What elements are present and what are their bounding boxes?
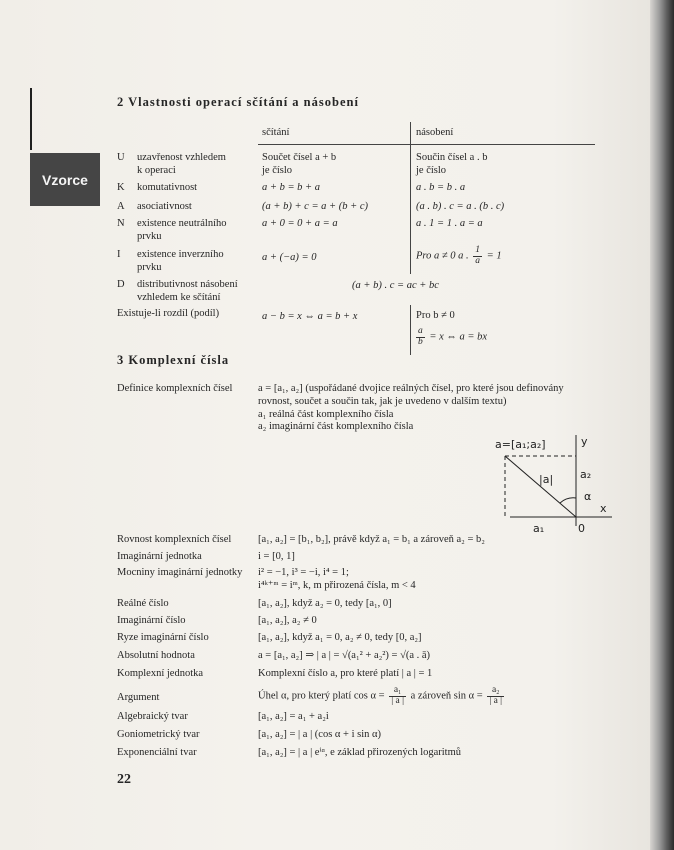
row-letter: K — [117, 182, 125, 193]
term-definition: [a₁, a₂] = a₁ + a₂i — [258, 711, 329, 722]
multiplication-cell: a . 1 = 1 . a = a — [416, 218, 483, 229]
row-label: prvku — [137, 231, 162, 242]
multiplication-cell: a . b = b . a — [416, 182, 466, 193]
term-label: Exponenciální tvar — [117, 747, 197, 758]
cos-fraction — [389, 686, 406, 706]
term-definition: [a₁, a₂], když a₂ = 0, tedy [a₁, 0] — [258, 598, 392, 609]
addition-cell: (a + b) + c = a + (b + c) — [262, 201, 368, 212]
fraction-denominator: | a | — [489, 695, 503, 706]
term-definition: [a₁, a₂], a₂ ≠ 0 — [258, 615, 317, 626]
definition-label: Definice komplexních čísel — [117, 383, 233, 394]
term-label: Mocniny imaginární jednotky — [117, 567, 243, 578]
term-definition: [a₁, a₂] = | a | (cos α + i sin α) — [258, 729, 382, 740]
vzorce-tab: Vzorce — [30, 153, 100, 206]
definition-text: rovnost, součet a součin tak, jak je uvedeno v dalším textu) — [258, 396, 507, 407]
row-letter: I — [117, 249, 121, 260]
term-definition: [a₁, a₂] = [b₁, b₂], právě když a₁ = b₁ a zároveň a₂ = b₂ — [258, 534, 485, 545]
row-label: vzhledem ke sčítání — [137, 292, 221, 303]
term-label: Ryze imaginární číslo — [117, 632, 209, 643]
argument-text: a zároveň sin α = — [407, 690, 486, 702]
term-definition: a = [a₁, a₂] ⇒ | a | = √(a₁² + a₂²) = √(a . ā) — [258, 650, 431, 661]
modulus-label: |a| — [539, 473, 554, 486]
row-letter: U — [117, 152, 125, 163]
alpha-label: α — [584, 490, 592, 503]
definition-text: a = [a₁, a₂] (uspořádané dvojice reálných čísel, pro které jsou definovány — [258, 383, 564, 394]
row-label: existence neutrálního — [137, 218, 227, 229]
modulus-segment — [505, 456, 576, 517]
fraction-numerator: a₂ — [487, 686, 504, 697]
term-definition: i² = −1, i³ = −i, i⁴ = 1; — [258, 567, 349, 578]
definition-text: a₁ reálná část komplexního čísla — [258, 409, 394, 420]
argument-text: Úhel α, pro který platí cos α = — [258, 690, 388, 702]
term-label: Reálné číslo — [117, 598, 169, 609]
argument-definition — [258, 686, 506, 706]
distributive-law: (a + b) . c = ac + bc — [352, 280, 439, 291]
section-3-heading: 3 Komplexní čísla — [117, 353, 230, 367]
term-definition: i = [0, 1] — [258, 551, 295, 562]
term-label: Imaginární jednotka — [117, 551, 202, 562]
fraction-numerator: a — [418, 326, 423, 336]
term-definition: [a₁, a₂] = | a | eⁱᵅ, e základ přirozených logaritmů — [258, 747, 462, 758]
term-definition: [a₁, a₂], když a₁ = 0, a₂ ≠ 0, tedy [0, a₂] — [258, 632, 422, 643]
origin-label: 0 — [578, 522, 585, 535]
row-letter: N — [117, 218, 125, 229]
division-result: = x ⇔ a = bx — [426, 331, 487, 343]
row-letter: A — [117, 201, 125, 212]
addition-cell: Součet čísel a + b — [262, 152, 337, 163]
division-condition: Pro b ≠ 0 — [416, 310, 455, 321]
column-header-addition: sčítání — [262, 127, 290, 138]
term-definition: i⁴ᵏ⁺ᵐ = iᵐ, k, m přirozená čísla, m < 4 — [258, 580, 416, 591]
page-number: 22 — [117, 772, 131, 787]
term-label: Argument — [117, 692, 160, 703]
fraction-denominator: | a | — [391, 695, 404, 706]
term-label: Algebraický tvar — [117, 711, 188, 722]
row-label: uzavřenost vzhledem — [137, 152, 226, 163]
term-definition: Komplexní číslo a, pro které platí | a | = 1 — [258, 668, 433, 679]
term-label: Rovnost komplexních čísel — [117, 534, 232, 545]
multiplication-cell: (a . b) . c = a . (b . c) — [416, 201, 505, 212]
fraction-denominator: b — [418, 336, 423, 347]
fraction-denominator: a — [475, 255, 480, 266]
row-label: k operaci — [137, 165, 176, 176]
fraction-numerator: a₁ — [389, 686, 406, 697]
inverse-result: = 1 — [484, 250, 502, 262]
multiplication-cell: Součin čísel a . b — [416, 152, 488, 163]
addition-cell: a + b = b + a — [262, 182, 321, 193]
imaginary-part-label: a₂ — [580, 468, 592, 481]
column-header-multiplication: násobení — [416, 127, 454, 138]
row-label: komutativnost — [137, 182, 198, 193]
row-label: distributivnost násobení — [137, 279, 238, 290]
angle-arc — [560, 498, 576, 503]
multiplication-cell: je číslo — [416, 165, 447, 176]
definition-text: a₂ imaginární část komplexního čísla — [258, 421, 414, 432]
row-letter: D — [117, 279, 125, 290]
real-part-label: a₁ — [533, 522, 545, 535]
row-label: existence inverzního — [137, 249, 224, 260]
term-label: Imaginární číslo — [117, 615, 186, 626]
book-spine-shadow — [650, 0, 674, 850]
difference-label: Existuje-li rozdíl (podíl) — [117, 308, 220, 319]
sin-fraction — [487, 686, 504, 706]
term-label: Absolutní hodnota — [117, 650, 195, 661]
addition-cell: je číslo — [262, 165, 293, 176]
section-2-heading: 2 Vlastnosti operací sčítání a násobení — [117, 95, 359, 109]
x-axis-label: x — [600, 502, 607, 515]
inverse-condition: Pro a ≠ 0 a . — [416, 250, 472, 262]
addition-cell: a + (−a) = 0 — [262, 252, 317, 263]
y-axis-label: y — [581, 435, 588, 448]
row-label: prvku — [137, 262, 162, 273]
fraction-numerator: 1 — [475, 245, 480, 255]
addition-cell: a + 0 = 0 + a = a — [262, 218, 338, 229]
term-label: Goniometrický tvar — [117, 729, 200, 740]
term-label: Komplexní jednotka — [117, 668, 204, 679]
point-label: a=[a₁;a₂] — [495, 438, 546, 451]
row-label: asociativnost — [137, 201, 192, 212]
difference-formula: a − b = x ⇔ a = b + x — [262, 311, 358, 322]
